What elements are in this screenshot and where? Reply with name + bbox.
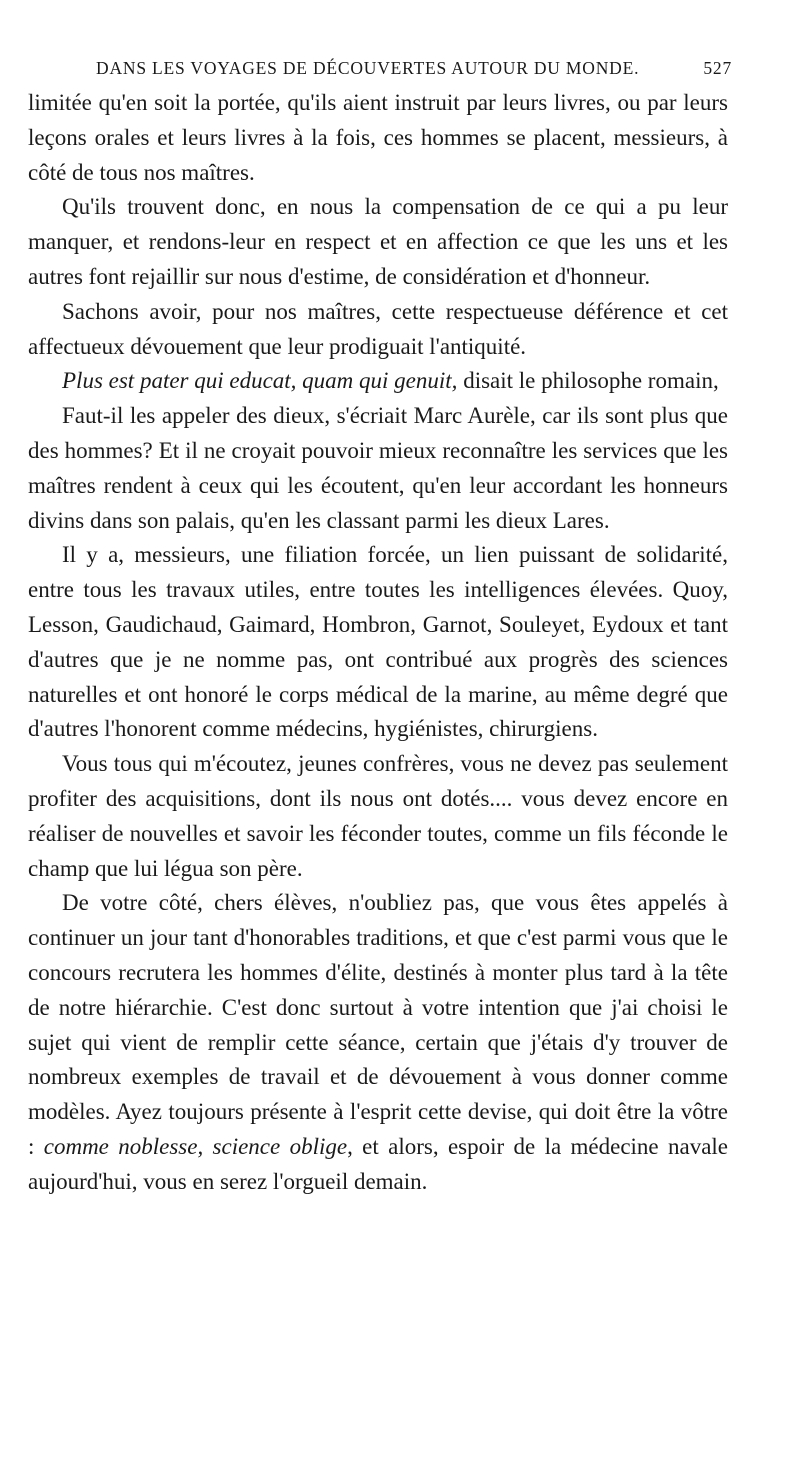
paragraph-2: Qu'ils trouvent donc, en nous la compensation de ce qui a pu leur manquer, et rendons-leur en respect et en affection ce que les uns et les autres font rejaillir sur nous d'estime, de considération et d'honneur.	[28, 194, 728, 289]
motto: comme noblesse, science oblige	[43, 1133, 348, 1159]
page-number: 527	[703, 58, 732, 78]
paragraph-8	[28, 886, 728, 1199]
paragraph-7: Vous tous qui m'écoutez, jeunes confrères, vous ne devez pas seulement profiter des acquisitions, dont ils nous ont dotés.... vous devez encore en réaliser de nouvelles et savoir les féconder toutes, comme un fils féconde le champ que lui légua son père.	[28, 751, 728, 881]
paragraph-1: limitée qu'en soit la portée, qu'ils aient instruit par leurs livres, ou par leurs leçons orales et leurs livres à la fois, ces hommes se placent, messieurs, à côté de tous nos maîtres.	[28, 90, 728, 185]
paragraph-quote	[28, 364, 728, 399]
page-header	[96, 58, 732, 79]
paragraph-6: Il y a, messieurs, une filiation forcée, un lien puissant de solidarité, entre tous les travaux utiles, entre toutes les intelligences élevées. Quoy, Lesson, Gaudichaud, Gaimard, Hombron, Garnot, Souleyet, Eydoux et tant d'autres que je ne nomme pas, ont contribué aux progrès des sciences naturelles et ont honoré le corps médical de la marine, au même degré que d'autres l'honorent comme médecins, hygiénistes, chirurgiens.	[28, 542, 728, 742]
paragraph-5: Faut-il les appeler des dieux, s'écriait Marc Aurèle, car ils sont plus que des hommes? Et il ne croyait pouvoir mieux reconnaître les services que les maîtres rendent à ceux qui les écoutent, qu'en leur accordant les honneurs divins dans son palais, qu'en les classant parmi les dieux Lares.	[28, 403, 728, 533]
running-title: DANS LES VOYAGES DE DÉCOUVERTES AUTOUR DU MONDE.	[96, 58, 640, 78]
latin-quote: Plus est pater qui educat, quam qui genuit,	[62, 368, 458, 394]
paragraph-8-text: De votre côté, chers élèves, n'oubliez pas, que vous êtes appelés à continuer un jour tant d'honorables traditions, et que c'est parmi vous que le concours recrutera les hommes d'élite, destinés à monter plus tard à la tête de notre hiérarchie. C'est donc surtout à votre intention que j'ai choisi le sujet qui vient de remplir cette séance, certain que j'étais d'y trouver de nombreux exemples de travail et de dévouement à vous donner comme modèles. Ayez toujours présente à l'esprit cette devise, qui doit être la vôtre :	[28, 890, 728, 1159]
body-text	[28, 86, 728, 1200]
paragraph-8-end: , et alors, espoir de la médecine navale aujourd'hui, vous en serez l'orgueil demain.	[28, 1133, 729, 1194]
quote-attribution: disait le philosophe romain,	[457, 368, 719, 394]
paragraph-3: Sachons avoir, pour nos maîtres, cette respectueuse déférence et cet affectueux dévouement que leur prodiguait l'antiquité.	[28, 298, 728, 359]
